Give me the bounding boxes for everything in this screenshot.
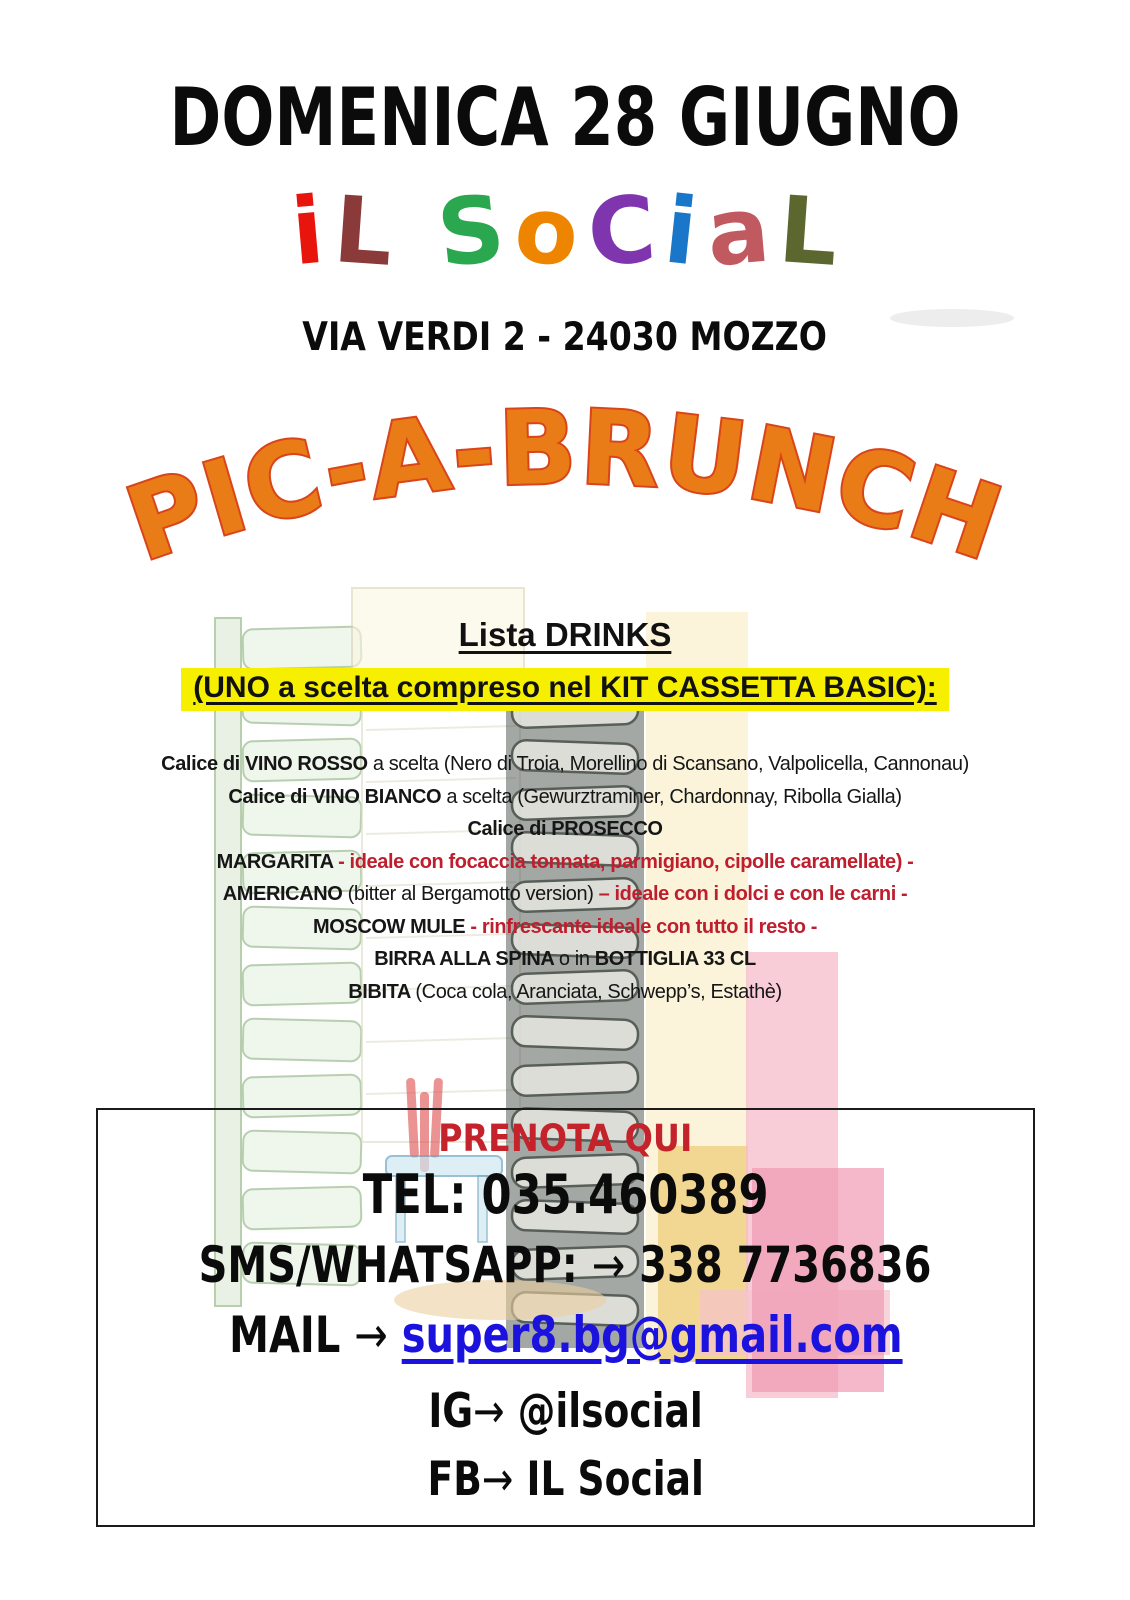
logo-letter: o <box>510 175 583 288</box>
logo-letter: C <box>584 175 660 288</box>
drink-item: MOSCOW MULE - rinfrescante ideale con tutto il resto - <box>312 915 818 938</box>
tel-value: 035.460389 <box>481 1163 769 1226</box>
drink-item: Calice di VINO BIANCO a scelta (Gewurztraminer, Chardonnay, Ribolla Gialla) <box>228 785 902 808</box>
arrow-icon: → <box>353 1306 388 1364</box>
mail-line <box>98 1306 1033 1364</box>
facebook-line <box>98 1452 1033 1507</box>
drink-item: BIRRA ALLA SPINA o in BOTTIGLIA 33 CL <box>374 948 756 970</box>
sms-value: 338 7736836 <box>639 1236 932 1294</box>
drink-item: Calice di VINO ROSSO a scelta (Nero di Troia, Morellino di Scansano, Valpolicella, Cannonau) <box>161 753 969 775</box>
date-title <box>0 71 1130 164</box>
fb-value: IL Social <box>526 1452 704 1507</box>
address <box>0 315 1130 360</box>
ig-value: @ilsocial <box>517 1384 703 1439</box>
drink-item: BIBITA (Coca cola, Aranciata, Schwepp’s, Estathè) <box>348 980 782 1003</box>
booking-box <box>96 1108 1035 1527</box>
highlight-note: (UNO a scelta compreso nel KIT CASSETTA BASIC): <box>181 668 948 711</box>
ig-label: IG <box>428 1384 474 1439</box>
tel-label: TEL: <box>362 1163 467 1226</box>
drinks-list <box>0 748 1130 1008</box>
sms-whatsapp-line <box>98 1236 1033 1294</box>
date-title-text: DOMENICA 28 GIUGNO <box>169 71 961 164</box>
logo-letter: a <box>702 175 774 288</box>
event-title-arch <box>0 382 1130 597</box>
drink-item: Calice di PROSECCO <box>467 818 663 840</box>
booking-heading: PRENOTA QUI <box>438 1117 693 1160</box>
drinks-heading: Lista DRINKS <box>458 616 672 653</box>
email-link[interactable]: super8.bg@gmail.com <box>401 1306 903 1364</box>
logo-letter: i <box>287 176 329 287</box>
highlight-band <box>0 668 1130 711</box>
arrow-icon: → <box>473 1384 505 1439</box>
logo <box>0 174 1130 289</box>
sms-label: SMS/WHATSAPP: <box>199 1236 579 1294</box>
arrow-icon: → <box>481 1452 514 1507</box>
address-text: VIA VERDI 2 - 24030 MOZZO <box>302 315 828 360</box>
mail-label: MAIL <box>228 1306 340 1364</box>
event-title: PIC-A-BRUNCH <box>112 388 1017 585</box>
arrow-icon: → <box>592 1236 626 1294</box>
logo-letter: L <box>330 176 397 287</box>
tel-line <box>98 1163 1033 1226</box>
logo-letter: L <box>775 176 842 287</box>
fb-label: FB <box>427 1452 482 1507</box>
logo-letter: S <box>432 174 511 289</box>
drink-item: AMERICANO (bitter al Bergamotto version) – ideale con i dolci e con le carni - <box>222 883 908 905</box>
instagram-line <box>98 1384 1033 1439</box>
drink-item: MARGARITA - ideale con focaccia tonnata, parmigiano, cipolle caramellate) - <box>216 850 914 873</box>
logo-letter: i <box>659 176 703 287</box>
